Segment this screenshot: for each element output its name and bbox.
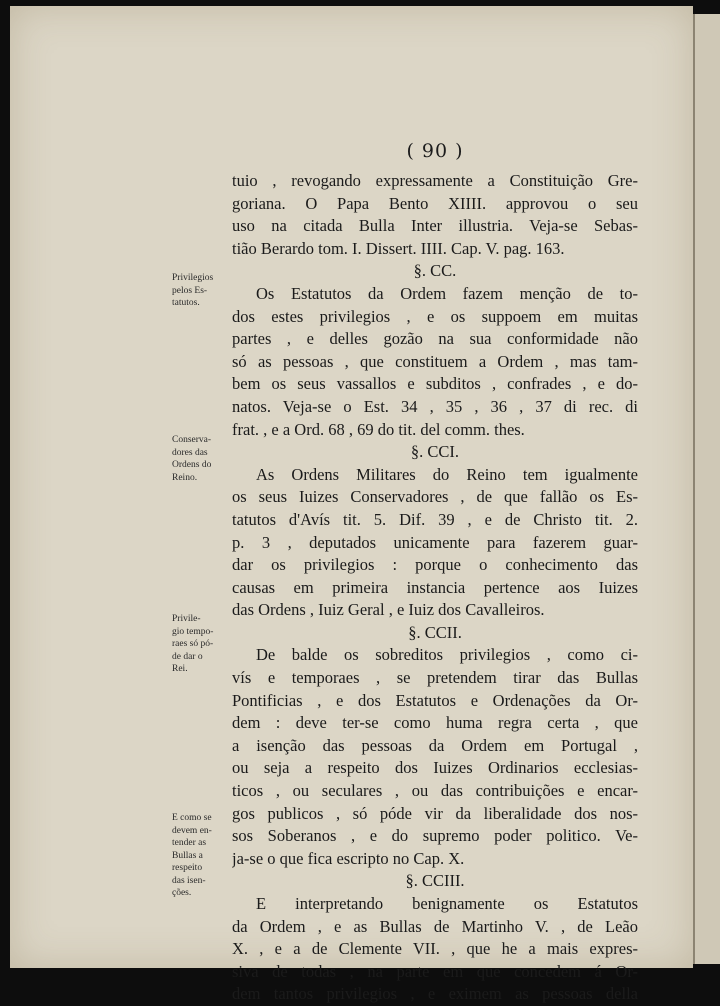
margin-note-interpretacao — [172, 812, 232, 900]
margin-note-line: Reino. — [172, 472, 198, 483]
margin-note-line: Bullas a — [172, 850, 203, 861]
text-line: tuio , revogando expressamente a Constituição Gre- — [232, 171, 638, 190]
margin-note-conservadores — [172, 434, 232, 484]
margin-note-line: de dar o — [172, 651, 203, 662]
text-line: causas em primeira instancia pertence aos Iuizes — [232, 577, 638, 597]
text-line: natos. Veja-se o Est. 34 , 35 , 36 , 37 di rec. di — [232, 396, 638, 416]
section-heading: §. CC. — [413, 261, 457, 281]
margin-note-privilegios — [172, 272, 232, 310]
text-line: ou seja a respeito dos Iuizes Ordinarios ecclesias- — [232, 758, 638, 778]
text-line: tião Berardo tom. I. Dissert. IIII. Cap. V. pag. 163. — [232, 238, 565, 258]
margin-note-line: Ordens do — [172, 460, 212, 470]
text-line: E interpretando benignamente os Estatutos — [256, 894, 638, 913]
margin-note-privilegios-temporaes — [172, 613, 232, 676]
text-line: bem os seus vassallos e subditos , confrades , e do- — [232, 374, 638, 394]
text-line: a isenção das pessoas da Ordem em Portugal , — [232, 735, 638, 755]
text-line: das Ordens , Iuiz Geral , e Iuiz dos Cavalleiros. — [232, 600, 545, 620]
margin-note-line: Privilegios — [172, 273, 214, 283]
margin-note-line: Rei. — [172, 664, 188, 674]
text-line: As Ordens Militares do Reino tem igualmente — [256, 464, 638, 484]
section-heading: §. CCI. — [410, 442, 460, 462]
text-line: De balde os sobreditos privilegios , como ci- — [256, 645, 638, 665]
margin-note-line: E como se — [172, 813, 212, 823]
margin-note-line: dores das — [172, 447, 208, 458]
text-line: dar os privilegios : porque o conhecimento das — [232, 555, 638, 575]
margin-note-line: Conserva- — [172, 435, 212, 445]
body-text — [232, 170, 638, 1006]
text-line: partes , e delles gozão na sua conformidade não — [232, 329, 638, 349]
section-heading: §. CCII. — [408, 622, 462, 642]
text-line: goriana. O Papa Bento XIIII. approvou o seu — [232, 193, 638, 213]
text-line: siva de todas , na parte em que concedem á Or- — [232, 961, 638, 981]
text-line: dos estes privilegios , e os suppoem em muitas — [232, 306, 638, 326]
margin-note-line: raes só pó- — [172, 639, 214, 649]
text-line: só as pessoas , que constituem a Ordem , mas tam- — [232, 351, 638, 371]
text-line: da Ordem , e as Bullas de Martinho V. , de Leão — [232, 916, 638, 936]
text-line: sos Soberanos , e do supremo poder politico. Ve- — [232, 826, 638, 846]
margin-note-line: ções. — [172, 888, 192, 898]
text-line: tatutos d'Avís tit. 5. Dif. 39 , e de Christo tit. 2. — [232, 509, 638, 529]
text-line: frat. , e a Ord. 68 , 69 do tit. del comm. thes. — [232, 419, 525, 439]
margin-note-line: tatutos. — [172, 298, 200, 308]
section-heading: §. CCIII. — [405, 871, 465, 891]
text-line: dem tantos privilegios , e eximem as pessoas della — [232, 984, 638, 1004]
margin-note-line: devem en- — [172, 825, 212, 836]
text-line: Pontificias , e dos Estatutos e Ordenações da Or- — [232, 690, 638, 710]
text-line: Os Estatutos da Ordem fazem menção de to- — [256, 283, 638, 303]
margin-note-line: tender as — [172, 838, 207, 848]
margin-note-line: respeito — [172, 863, 203, 873]
text-line: os seus Iuizes Conservadores , de que fallão os Es- — [232, 487, 638, 507]
margin-note-line: Privile- — [172, 614, 201, 624]
next-page-edge — [693, 14, 720, 964]
text-line: gos publicos , só póde vir da liberalidade dos nos- — [232, 803, 638, 823]
margin-note-line: das isen- — [172, 875, 206, 886]
margin-note-line: gio tempo- — [172, 626, 214, 637]
page-number: ( 90 ) — [406, 140, 464, 162]
text-line: dem : deve ter-se como huma regra certa , que — [232, 713, 638, 733]
text-line: X. , e a de Clemente VII. , que he a mais expres- — [232, 939, 638, 959]
text-line: ticos , ou seculares , ou das contribuições e encar- — [232, 781, 638, 801]
text-line: p. 3 , deputados unicamente para fazerem guar- — [232, 532, 638, 552]
text-line: vís e temporaes , se pretendem tirar das Bullas — [232, 668, 638, 688]
margin-note-line: pelos Es- — [172, 285, 208, 296]
text-line: ja-se o que fica escripto no Cap. X. — [232, 848, 465, 868]
text-line: uso na citada Bulla Inter illustria. Veja-se Sebas- — [232, 216, 638, 236]
